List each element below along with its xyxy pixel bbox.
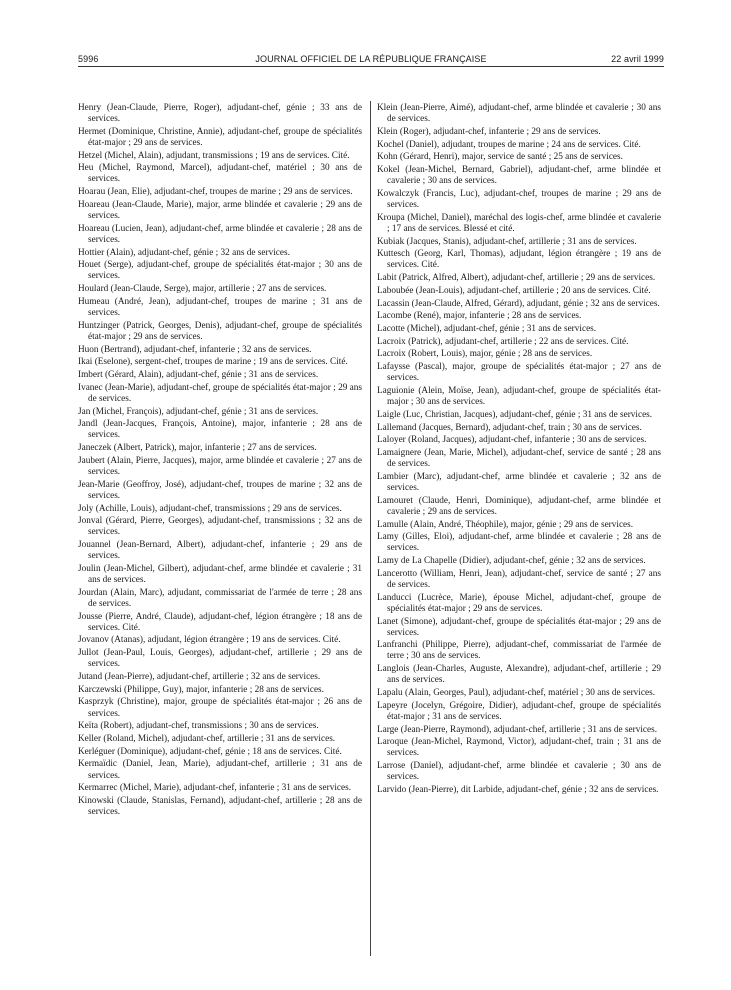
list-item: Lamouret (Claude, Henri, Dominique), adjudant-chef, arme blindée et cavalerie ; 29 ans de services. — [377, 495, 661, 517]
list-item: Lamy (Gilles, Eloi), adjudant-chef, arme blindée et cavalerie ; 28 ans de services. — [377, 532, 661, 554]
journal-title: JOURNAL OFFICIEL DE LA RÉPUBLIQUE FRANÇAISE — [255, 54, 487, 64]
list-item: Kroupa (Michel, Daniel), maréchal des logis-chef, arme blindée et cavalerie ; 17 ans de services. Blessé et cité. — [377, 212, 661, 234]
list-item: Lacroix (Patrick), adjudant-chef, artillerie ; 22 ans de services. Cité. — [377, 336, 629, 347]
left-column — [78, 103, 362, 820]
list-item: Keller (Roland, Michel), adjudant-chef, artillerie ; 31 ans de services. — [78, 734, 336, 745]
list-item: Jousse (Pierre, André, Claude), adjudant-chef, légion étrangère ; 18 ans de services. Cité. — [78, 611, 362, 633]
list-item: Laroque (Jean-Michel, Raymond, Victor), adjudant-chef, train ; 31 ans de services. — [377, 737, 661, 759]
list-item: Langlois (Jean-Charles, Auguste, Alexandre), adjudant-chef, artillerie ; 29 ans de services. — [377, 664, 661, 686]
list-item: Joulin (Jean-Michel, Gilbert), adjudant-chef, arme blindée et cavalerie ; 31 ans de services. — [78, 563, 362, 586]
list-item: Lacotte (Michel), adjudant-chef, génie ; 31 ans de services. — [377, 324, 597, 335]
list-item: Jutand (Jean-Pierre), adjudant-chef, artillerie ; 32 ans de services. — [78, 671, 321, 682]
list-item: Lacombe (René), major, infanterie ; 28 ans de services. — [377, 311, 582, 322]
list-item: Lanet (Simone), adjudant-chef, groupe de spécialités état-major ; 29 ans de services. — [377, 616, 661, 638]
list-item: Laloyer (Roland, Jacques), adjudant-chef, infanterie ; 30 ans de services. — [377, 435, 647, 446]
list-item: Hoareau (Jean-Claude, Marie), major, arme blindée et cavalerie ; 29 ans de services. — [78, 199, 362, 222]
list-item: Jovanov (Atanas), adjudant, légion étrangère ; 19 ans de services. Cité. — [78, 635, 341, 646]
column-divider — [370, 101, 371, 956]
list-item: Laigle (Luc, Christian, Jacques), adjudant-chef, génie ; 31 ans de services. — [377, 409, 653, 420]
list-item: Lapeyre (Jocelyn, Grégoire, Didier), adjudant-chef, groupe de spécialités état-major ; 31 ans de services. — [377, 700, 661, 722]
list-item: Imbert (Gérard, Alain), adjudant-chef, génie ; 31 ans de services. — [78, 370, 319, 381]
list-item: Humeau (André, Jean), adjudant-chef, troupes de marine ; 31 ans de services. — [78, 296, 362, 318]
list-item: Kochel (Daniel), adjudant, troupes de marine ; 24 ans de services. Cité. — [377, 139, 641, 150]
list-item: Jaubert (Alain, Pierre, Jacques), major, arme blindée et cavalerie ; 27 ans de services. — [78, 455, 362, 477]
list-item: Keïta (Robert), adjudant-chef, transmissions ; 30 ans de services. — [78, 721, 319, 732]
list-item: Kermaïdic (Daniel, Jean, Marie), adjudant-chef, artillerie ; 31 ans de services. — [78, 759, 362, 781]
list-item: Kokel (Jean-Michel, Bernard, Gabriel), adjudant-chef, arme blindée et cavalerie ; 30 ans de services. — [377, 165, 661, 187]
list-item: Lamulle (Alain, André, Théophile), major, génie ; 29 ans de services. — [377, 519, 634, 530]
list-item: Jan (Michel, François), adjudant-chef, génie ; 31 ans de services. — [78, 406, 319, 417]
list-item: Lallemand (Jacques, Bernard), adjudant-chef, train ; 30 ans de services. — [377, 422, 642, 433]
list-item: Hermet (Dominique, Christine, Annie), adjudant-chef, groupe de spécialités état-major ; 29 ans de services. — [78, 126, 362, 148]
list-item: Labit (Patrick, Alfred, Albert), adjudant-chef, artillerie ; 29 ans de services. — [377, 273, 656, 284]
list-item: Large (Jean-Pierre, Raymond), adjudant-chef, artillerie ; 31 ans de services. — [377, 724, 658, 735]
list-item: Lancerotto (William, Henri, Jean), adjudant-chef, service de santé ; 27 ans de services. — [377, 568, 661, 590]
list-item: Jouannel (Jean-Bernard, Albert), adjudant-chef, infanterie ; 29 ans de services. — [78, 540, 362, 562]
list-item: Hottier (Alain), adjudant-chef, génie ; 32 ans de services. — [78, 247, 290, 258]
list-item: Larvido (Jean-Pierre), dit Larbide, adjudant-chef, génie ; 32 ans de services. — [377, 784, 659, 795]
list-item: Karczewski (Philippe, Guy), major, infanterie ; 28 ans de services. — [78, 684, 324, 695]
list-item: Lamaignere (Jean, Marie, Michel), adjudant-chef, service de santé ; 28 ans de services. — [377, 448, 661, 470]
list-item: Kasprzyk (Christine), major, groupe de spécialités état-major ; 26 ans de services. — [78, 697, 362, 719]
list-item: Hoareau (Lucien, Jean), adjudant-chef, arme blindée et cavalerie ; 28 ans de services. — [78, 223, 362, 245]
list-item: Houet (Serge), adjudant-chef, groupe de spécialités état-major ; 30 ans de services. — [78, 260, 362, 282]
list-item: Hoarau (Jean, Elie), adjudant-chef, troupes de marine ; 29 ans de services. — [78, 187, 353, 198]
list-item: Klein (Roger), adjudant-chef, infanterie ; 29 ans de services. — [377, 126, 601, 137]
list-item: Kinowski (Claude, Stanislas, Fernand), adjudant-chef, artillerie ; 28 ans de services. — [78, 796, 362, 818]
list-item: Jullot (Jean-Paul, Louis, Georges), adjudant-chef, artillerie ; 29 ans de services. — [78, 648, 362, 670]
publication-date: 22 avril 1999 — [611, 54, 664, 64]
list-item: Lambier (Marc), adjudant-chef, arme blindée et cavalerie ; 32 ans de services. — [377, 471, 661, 493]
list-item: Larrose (Daniel), adjudant-chef, arme blindée et cavalerie ; 30 ans de services. — [377, 761, 661, 783]
list-item: Houlard (Jean-Claude, Serge), major, artillerie ; 27 ans de services. — [78, 284, 327, 295]
list-item: Kohn (Gérard, Henri), major, service de santé ; 25 ans de services. — [377, 152, 623, 163]
list-item: Kuttesch (Georg, Karl, Thomas), adjudant, légion étrangère ; 19 ans de services. Cité. — [377, 249, 661, 271]
list-item: Huntzinger (Patrick, Georges, Denis), adjudant-chef, groupe de spécialités état-major ; 29 ans de services. — [78, 320, 362, 342]
header-rule — [78, 66, 664, 67]
list-item: Kowalczyk (Francis, Luc), adjudant-chef, troupes de marine ; 29 ans de services. — [377, 188, 661, 210]
list-item: Lacassin (Jean-Claude, Alfred, Gérard), adjudant, génie ; 32 ans de services. — [377, 298, 660, 309]
list-item: Ikai (Eselone), sergent-chef, troupes de marine ; 19 ans de services. Cité. — [78, 357, 348, 368]
list-item: Hetzel (Michel, Alain), adjudant, transmissions ; 19 ans de services. Cité. — [78, 150, 350, 161]
list-item: Jean-Marie (Geoffroy, José), adjudant-chef, troupes de marine ; 32 ans de services. — [78, 479, 362, 501]
list-item: Lacroix (Robert, Louis), major, génie ; 28 ans de services. — [377, 349, 593, 360]
list-item: Laboubée (Jean-Louis), adjudant-chef, artillerie ; 20 ans de services. Cité. — [377, 285, 651, 296]
list-item: Huon (Bertrand), adjudant-chef, infanterie ; 32 ans de services. — [78, 344, 312, 355]
list-item: Kubiak (Jacques, Stanis), adjudant-chef, artillerie ; 31 ans de services. — [377, 236, 637, 247]
list-item: Ivanec (Jean-Marie), adjudant-chef, groupe de spécialités état-major ; 29 ans de services. — [78, 382, 362, 404]
list-item: Lapalu (Alain, Georges, Paul), adjudant-chef, matériel ; 30 ans de services. — [377, 688, 656, 698]
list-item: Kerléguer (Dominique), adjudant-chef, génie ; 18 ans de services. Cité. — [78, 746, 342, 757]
right-column — [377, 103, 661, 798]
page-number: 5996 — [78, 54, 99, 64]
list-item: Jandl (Jean-Jacques, François, Antoine), major, infanterie ; 28 ans de services. — [78, 419, 362, 441]
list-item: Lanfranchi (Philippe, Pierre), adjudant-chef, commissariat de l'armée de terre ; 30 ans de services. — [377, 640, 661, 662]
list-item: Lafaysse (Pascal), major, groupe de spécialités état-major ; 27 ans de services. — [377, 362, 661, 384]
list-item: Klein (Jean-Pierre, Aimé), adjudant-chef, arme blindée et cavalerie ; 30 ans de services. — [377, 103, 661, 125]
list-item: Heu (Michel, Raymond, Marcel), adjudant-chef, matériel ; 30 ans de services. — [78, 163, 362, 185]
list-item: Kermarrec (Michel, Marie), adjudant-chef, infanterie ; 31 ans de services. — [78, 783, 352, 794]
list-item: Jourdan (Alain, Marc), adjudant, commissariat de l'armée de terre ; 28 ans de services. — [78, 587, 362, 609]
list-item: Joly (Achille, Louis), adjudant-chef, transmissions ; 29 ans de services. — [78, 503, 342, 514]
list-item: Laguionie (Alein, Moïse, Jean), adjudant-chef, groupe de spécialités état-major ; 30 ans de services. — [377, 386, 661, 408]
list-item: Henry (Jean-Claude, Pierre, Roger), adjudant-chef, génie ; 33 ans de services. — [78, 103, 362, 125]
list-item: Landucci (Lucrèce, Marie), épouse Michel, adjudant-chef, groupe de spécialités état-major ; 29 ans de services. — [377, 592, 661, 614]
list-item: Janeczek (Albert, Patrick), major, infanterie ; 27 ans de services. — [78, 443, 317, 454]
list-item: Jonval (Gérard, Pierre, Georges), adjudant-chef, transmissions ; 32 ans de services. — [78, 516, 362, 538]
list-item: Lamy de La Chapelle (Didier), adjudant-chef, génie ; 32 ans de services. — [377, 556, 646, 567]
